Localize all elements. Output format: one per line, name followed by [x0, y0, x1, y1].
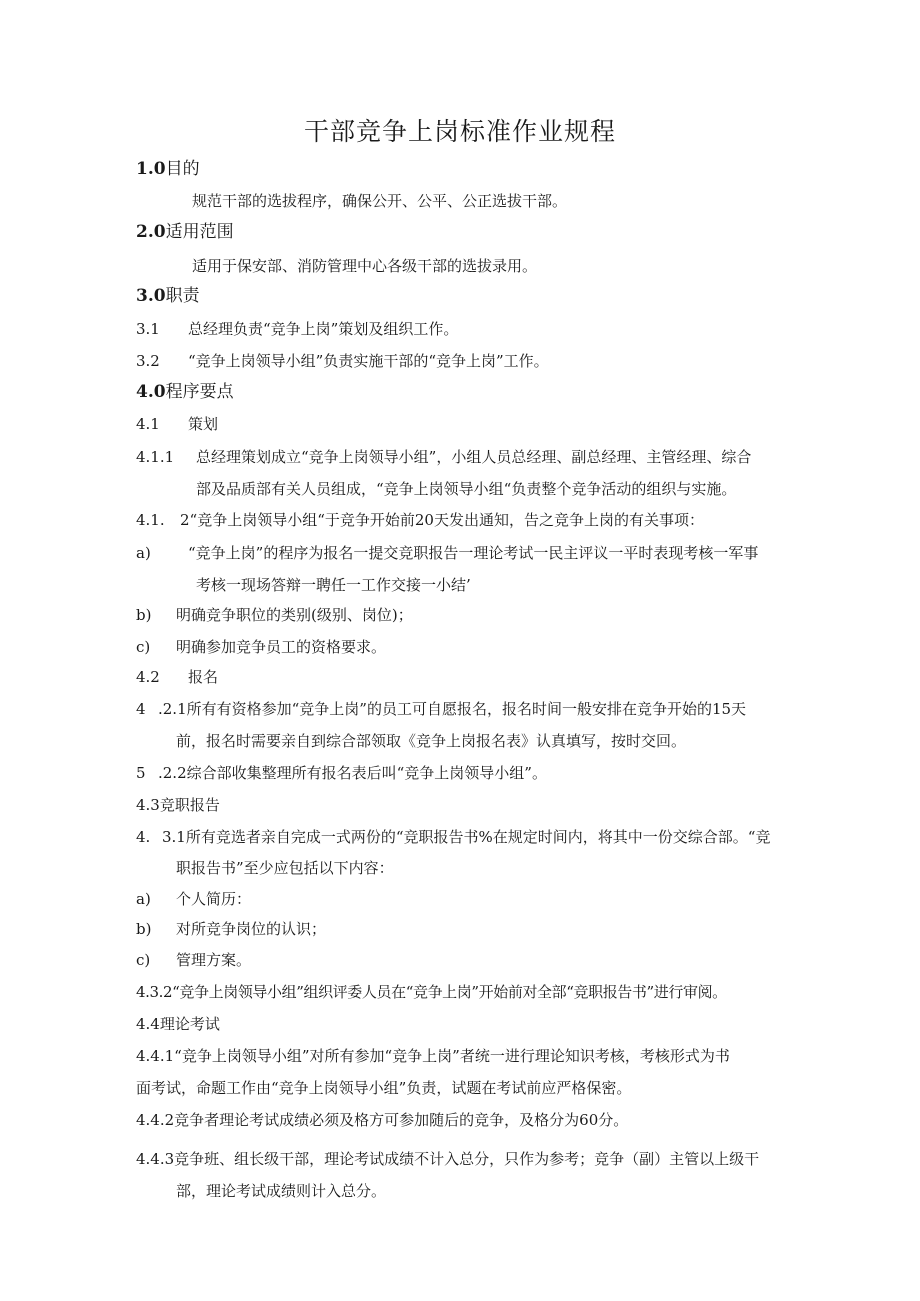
section-heading: 2.0适用范围 [136, 222, 234, 242]
paragraph: .2.1所有有资格参加“竞争上岗”的员工可自愿报名，报名时间一般安排在竞争开始的15天 [158, 700, 747, 718]
list-marker: c) [136, 951, 151, 969]
paragraph: 4.4.3竞争班、组长级干部，理论考试成绩不计入总分，只作为参考；竞争（副）主管以上级干 [136, 1150, 760, 1168]
subsection-title: 4.3竞职报告 [136, 796, 220, 814]
paragraph: 明确参加竞争员工的资格要求。 [176, 638, 387, 656]
subsection-title: 报名 [188, 668, 219, 686]
subsection-number: 4.1 [136, 415, 160, 433]
paragraph: “竞争上岗领导小组”负责实施干部的“竞争上岗”工作。 [188, 352, 549, 370]
subsection-title: 策划 [188, 415, 219, 433]
paragraph: 对所竞争岗位的认识； [176, 920, 327, 938]
subsection-title: 4.4理论考试 [136, 1015, 220, 1033]
paragraph: 总经理负责“竞争上岗”策划及组织工作。 [188, 320, 459, 338]
paragraph: 4.4.1“竞争上岗领导小组”对所有参加“竞争上岗”者统一进行理论知识考核，考核形式为书 [136, 1047, 730, 1065]
paragraph: 考核一现场答辩一聘任一工作交接一小结’ [196, 576, 471, 594]
paragraph: 部及品质部有关人员组成，“竞争上岗领导小组“负责整个竞争活动的组织与实施。 [196, 480, 737, 498]
paragraph: 总经理策划成立“竞争上岗领导小组”，小组人员总经理、副总经理、主管经理、综合 [196, 448, 752, 466]
paragraph: 适用于保安部、消防管理中心各级干部的选拔录用。 [192, 257, 538, 275]
paragraph: 个人简历： [176, 890, 252, 908]
section-heading: 3.0职责 [136, 286, 200, 306]
section-heading: 1.0目的 [136, 159, 200, 179]
paragraph: 管理方案。 [176, 951, 252, 969]
paragraph: 职报告书”至少应包括以下内容： [176, 859, 394, 877]
paragraph: 前，报名时需要亲自到综合部领取《竞争上岗报名表》认真填写，按时交回。 [176, 732, 687, 750]
paragraph: “竞争上岗”的程序为报名一提交竞职报告一理论考试一民主评议一平时表现考核一军事 [188, 544, 759, 562]
subsection-number: 4.2 [136, 668, 160, 686]
list-marker: a) [136, 890, 151, 908]
paragraph: 明确竞争职位的类别(级别、岗位)； [176, 606, 413, 624]
list-marker: b) [136, 920, 152, 938]
clause-number: 4 [136, 700, 146, 718]
paragraph: 2“竞争上岗领导小组“于竞争开始前20天发出通知，告之竞争上岗的有关事项： [180, 511, 704, 529]
clause-number: 5 [136, 764, 146, 782]
paragraph: 面考试，命题工作由“竞争上岗领导小组”负责，试题在考试前应严格保密。 [136, 1079, 632, 1097]
paragraph: 部，理论考试成绩则计入总分。 [176, 1182, 387, 1200]
clause-number: 4.1.1 [136, 448, 175, 466]
paragraph: 规范干部的选拔程序，确保公开、公平、公正选拔干部。 [192, 192, 568, 210]
paragraph: 4.3.2“竞争上岗领导小组”组织评委人员在“竞争上岗”开始前对全部“竞职报告书”进行审阅。 [136, 983, 727, 1001]
list-marker: a) [136, 544, 151, 562]
clause-number: 4. [136, 828, 151, 846]
list-marker: c) [136, 638, 151, 656]
section-heading: 4.0程序要点 [136, 382, 234, 402]
clause-number: 4.1. [136, 511, 165, 529]
document-title: 干部竞争上岗标准作业规程 [303, 117, 616, 146]
paragraph: .2.2综合部收集整理所有报名表后叫“竞争上岗领导小组”。 [158, 764, 547, 782]
list-marker: b) [136, 606, 152, 624]
list-item: 3.2 [136, 352, 160, 370]
paragraph: 4.4.2竞争者理论考试成绩必须及格方可参加随后的竞争，及格分为60分。 [136, 1111, 629, 1129]
paragraph: 3.1所有竞选者亲自完成一式两份的“竞职报告书%在规定时间内，将其中一份交综合部。“竞 [162, 828, 771, 846]
list-item: 3.1 [136, 320, 160, 338]
